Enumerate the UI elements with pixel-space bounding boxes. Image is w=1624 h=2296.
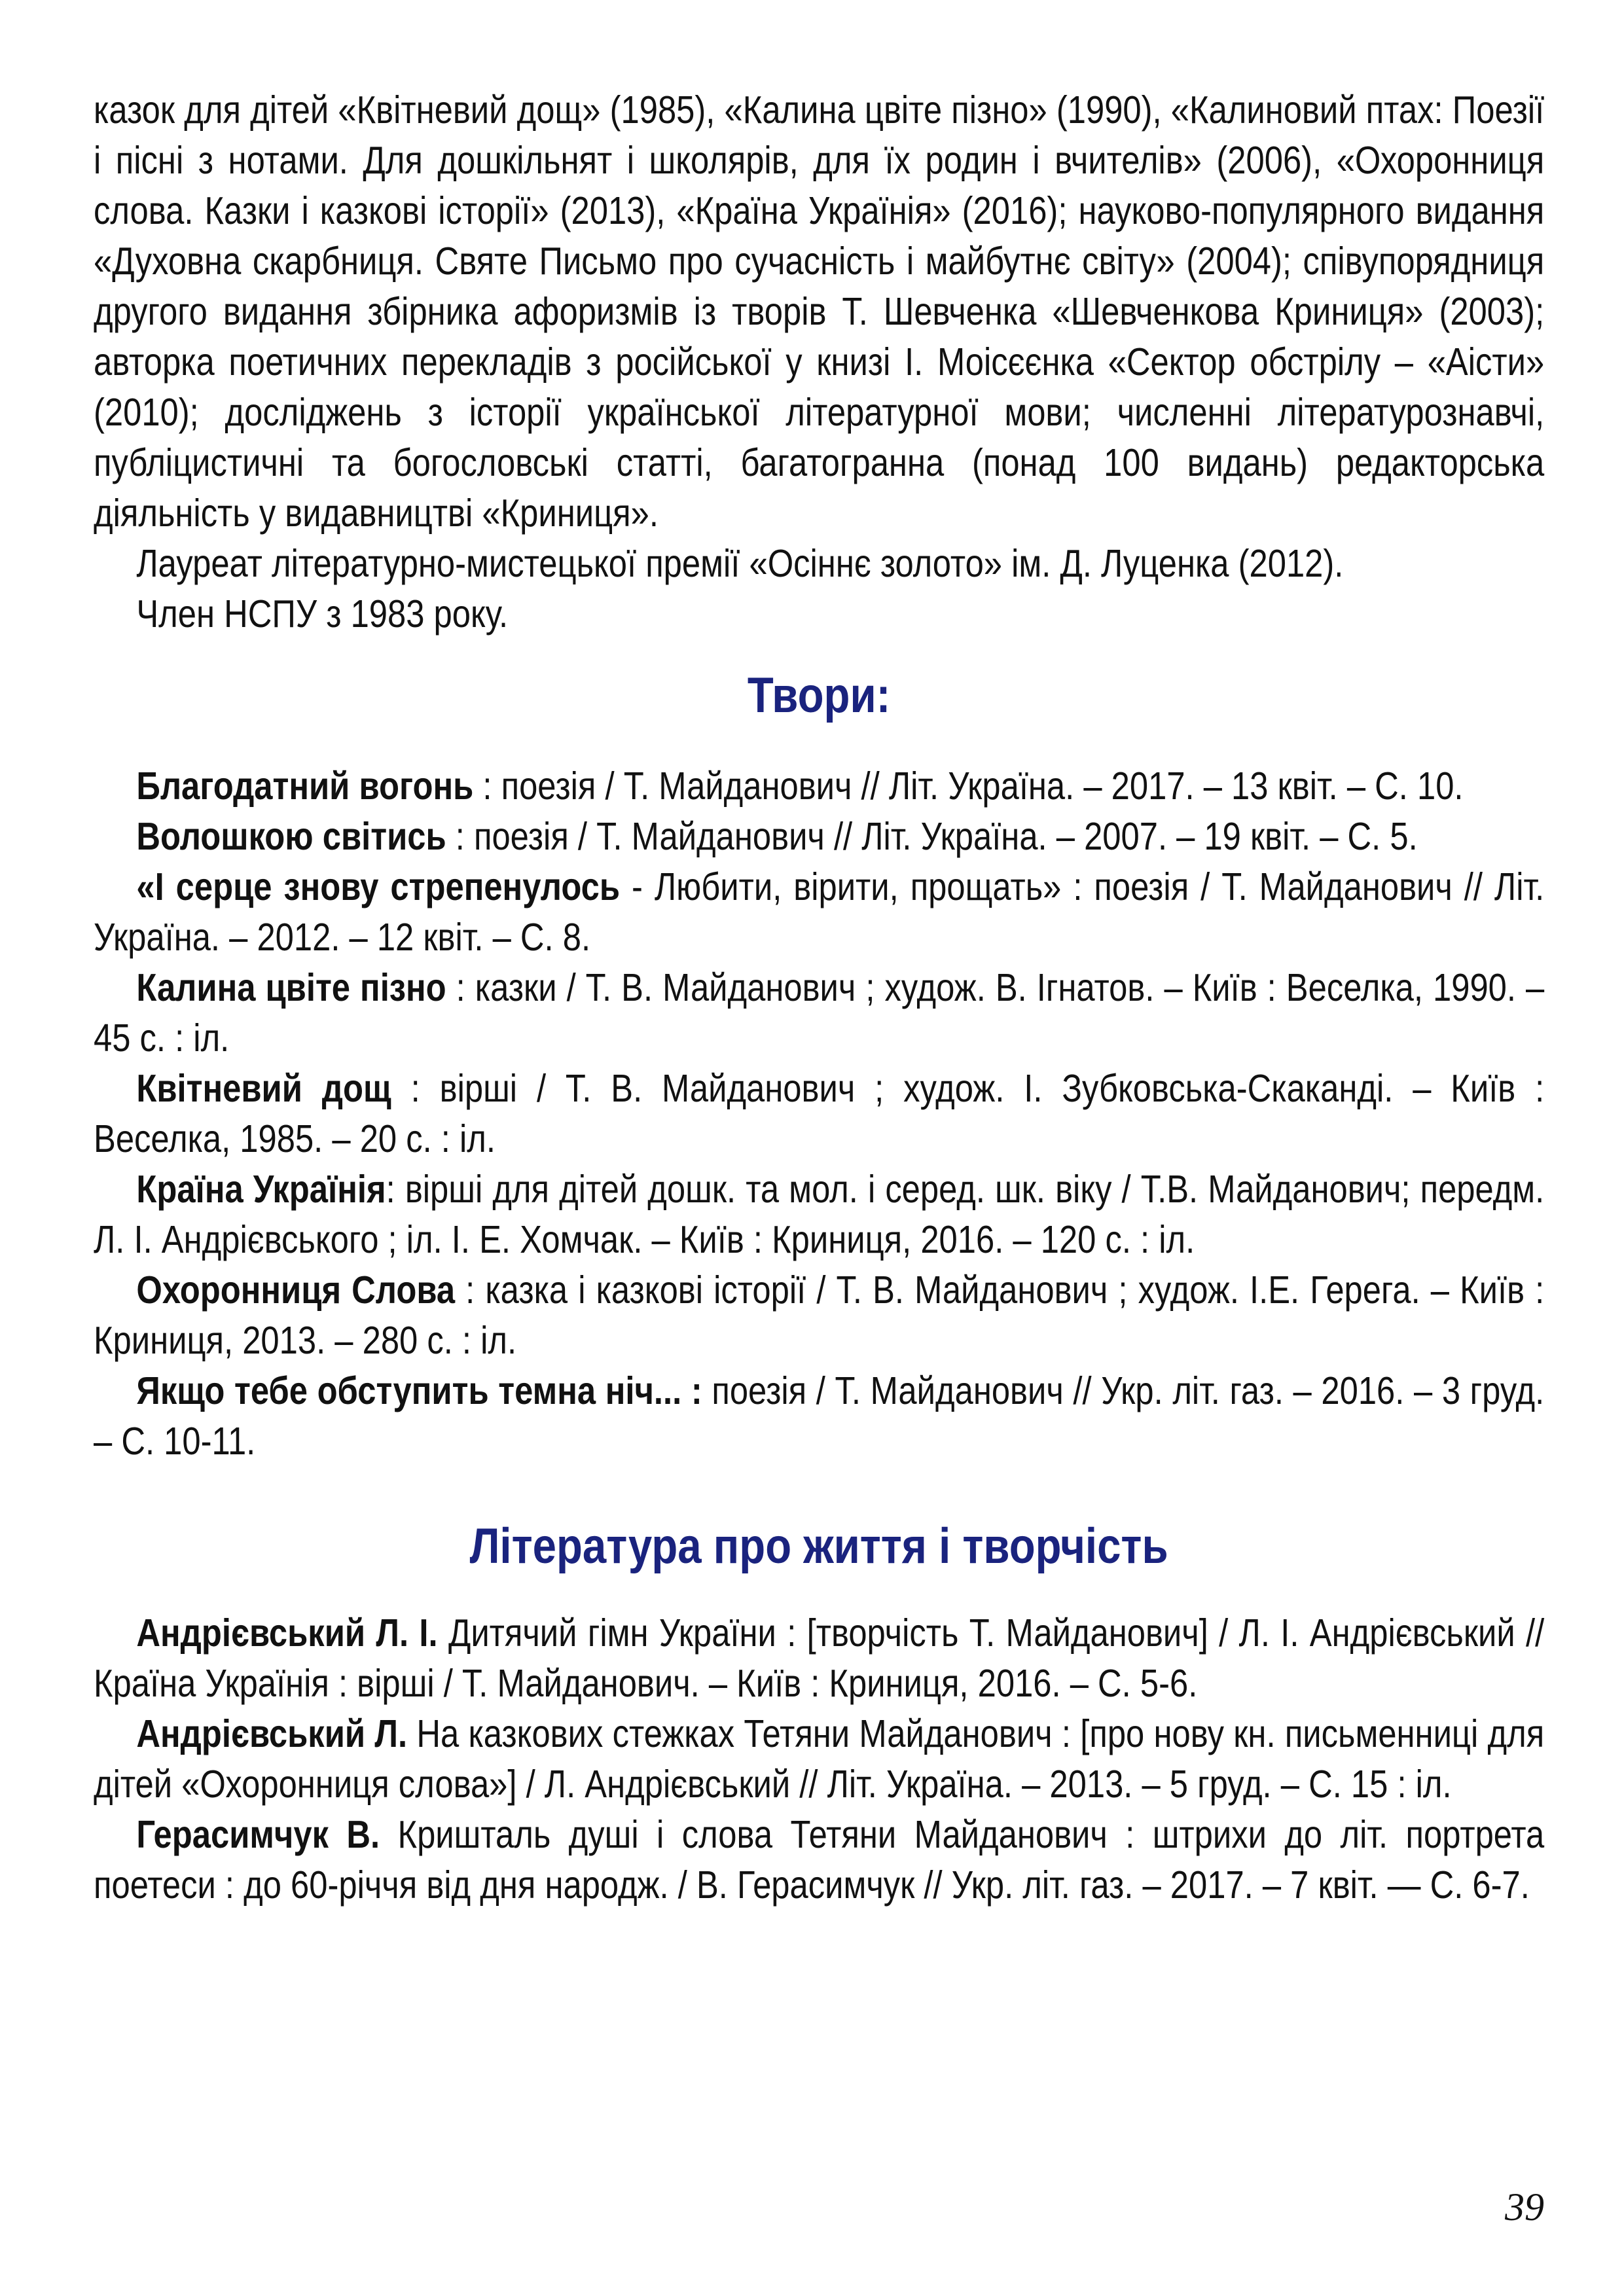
literature-entry (94, 1810, 1544, 1910)
works-entry (94, 761, 1544, 812)
entry-details: На казкових стежках Тетяни Майданович : [про нову кн. письменниці для дітей «Охоронниця слова»] / Л. Андрієвський // Літ. Україна. – 2013. – 5 груд. – С. 15 : іл. (94, 1712, 1545, 1806)
page-content (94, 85, 1544, 1910)
works-entry (94, 963, 1544, 1064)
entry-title: Благодатний вогонь (136, 764, 474, 808)
literature-heading: Література про життя і творчість (469, 1518, 1168, 1574)
page-number: 39 (1505, 2185, 1544, 2229)
entry-author: Герасимчук В. (136, 1813, 380, 1856)
entry-details: : поезія / Т. Майданович // Літ. Україна. – 2017. – 13 квіт. – С. 10. (473, 764, 1464, 808)
entry-details: Дитячий гімн України : [творчість Т. Майданович] / Л. І. Андрієвський // Країна Українія : вірші / Т. Майданович. – Київ : Криниця, 2016. – С. 5-6. (94, 1611, 1545, 1705)
entry-title: Країна Українія (136, 1168, 386, 1211)
entry-details: : вірші для дітей дошк. та мол. і серед. шк. віку / Т.В. Майданович; передм. Л. І. Андрієвського ; іл. І. Е. Хомчак. – Київ : Криниця, 2016. – 120 с. : іл. (94, 1168, 1545, 1261)
entry-title: «І серце знову стрепенулось (136, 865, 621, 908)
works-entry (94, 1064, 1544, 1164)
entry-title: Калина цвіте пізно (136, 966, 446, 1009)
membership-line: Член НСПУ з 1983 року. (136, 592, 509, 636)
works-entry (94, 812, 1544, 862)
works-entry (94, 1366, 1544, 1467)
works-entry (94, 862, 1544, 963)
entry-author: Андрієвський Л. І. (136, 1611, 438, 1655)
entry-title: Волошкою світись (136, 815, 446, 858)
entry-details: Кришталь душі і слова Тетяни Майданович : штрихи до літ. портрета поетеси : до 60-річчя від дня народж. / В. Герасимчук // Укр. літ. газ. – 2017. – 7 квіт. — С. 6-7. (94, 1813, 1545, 1907)
works-heading: Твори: (747, 668, 891, 723)
entry-details: - Любити, вірити, прощать» : поезія / Т. Майданович // Літ. Україна. – 2012. – 12 квіт. – С. 8. (94, 865, 1545, 959)
entry-details: поезія / Т. Майданович // Укр. літ. газ. – 2016. – 3 груд. – С. 10-11. (94, 1369, 1545, 1463)
works-list (94, 761, 1544, 1467)
entry-title: Якщо тебе обступить темна ніч... : (136, 1369, 702, 1412)
award-line: Лауреат літературно-мистецької премії «Осіннє золото» ім. Д. Луценка (2012). (136, 542, 1344, 585)
literature-entry (94, 1709, 1544, 1810)
intro-paragraph: казок для дітей «Квітневий дощ» (1985), «Калина цвіте пізно» (1990), «Калиновий птах: Поезії і пісні з нотами. Для дошкільнят і школярів, для їх родин і вчителів» (2006), «Охоронниця слова. Казки і казкові історії» (2013), «Країна Українія» (2016); науково-популярного видання «Духовна скарбниця. Святе Письмо про сучасність і майбутнє світу» (2004); співупорядниця другого видання збірника афоризмів із творів Т. Шевченка «Шевченкова Криниця» (2003); авторка поетичних перекладів з російської у книзі І. Моісєєнка «Сектор обстрілу – «Аісти» (2010); досліджень з історії української літературної мови; численні літературознавчі, публіцистичні та богословські статті, багатогранна (понад 100 видань) редакторська діяльність у видавництві «Криниця». (94, 88, 1545, 535)
works-entry (94, 1265, 1544, 1366)
entry-details: : казки / Т. В. Майданович ; худож. В. Ігнатов. – Київ : Веселка, 1990. – 45 с. : іл. (94, 966, 1545, 1060)
entry-author: Андрієвський Л. (136, 1712, 408, 1755)
literature-list (94, 1608, 1544, 1910)
entry-details: : казка і казкові історії / Т. В. Майданович ; худож. І.Е. Герега. – Київ : Криниця, 2013. – 280 с. : іл. (94, 1268, 1545, 1362)
entry-title: Охоронниця Слова (136, 1268, 456, 1312)
works-entry (94, 1164, 1544, 1265)
literature-entry (94, 1608, 1544, 1709)
entry-title: Квітневий дощ (136, 1067, 391, 1110)
entry-details: : вірші / Т. В. Майданович ; худож. І. Зубковська-Скаканді. – Київ : Веселка, 1985. – 20 с. : іл. (94, 1067, 1545, 1160)
entry-details: : поезія / Т. Майданович // Літ. Україна. – 2007. – 19 квіт. – С. 5. (446, 815, 1418, 858)
